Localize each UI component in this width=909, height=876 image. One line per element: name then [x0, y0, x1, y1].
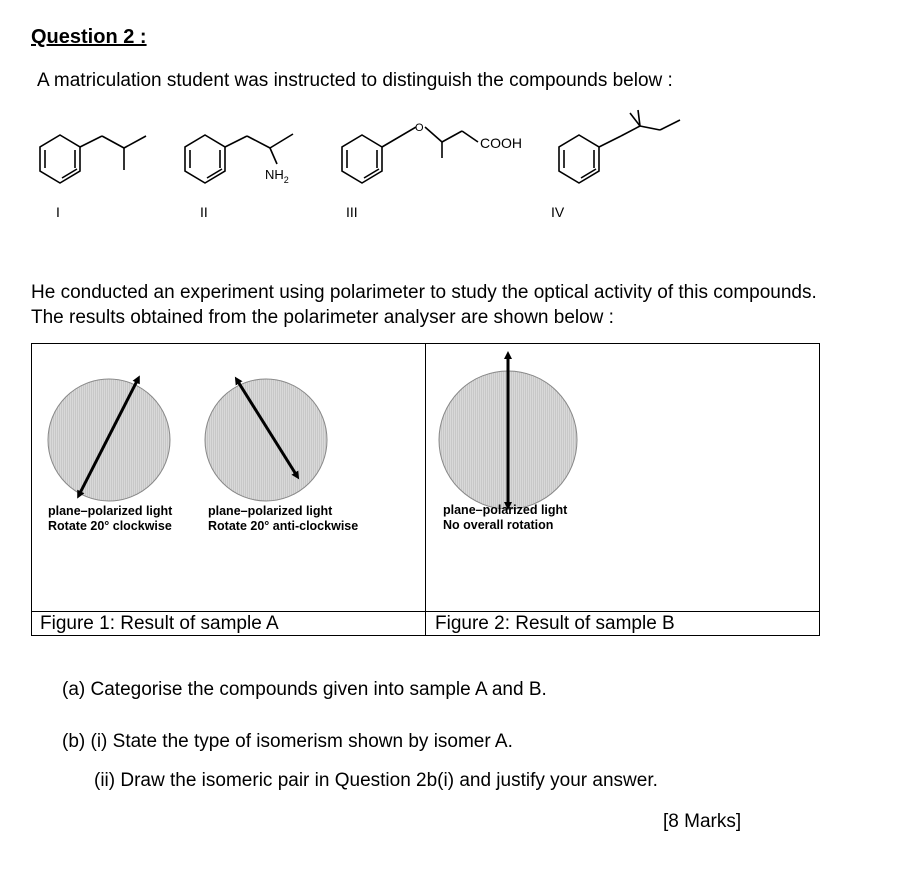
figure-2-caption: Figure 2: Result of sample B — [435, 613, 675, 634]
polarimeter-anticlockwise — [205, 379, 327, 501]
part-b-ii: (ii) Draw the isomeric pair in Question 2b(i) and justify your answer. — [94, 770, 658, 791]
marks: [8 Marks] — [663, 811, 742, 832]
fig1-right-caption — [208, 504, 358, 534]
cooh-group: COOH — [480, 135, 522, 151]
polarimeter-no-rotation — [439, 355, 577, 509]
molecule-iii — [342, 127, 478, 183]
table-divider-horizontal — [31, 611, 820, 612]
molecule-structures — [0, 100, 909, 230]
fig1-left-caption — [48, 504, 172, 534]
molecule-i — [40, 135, 146, 183]
fig1-left-line2: Rotate 20° clockwise — [48, 519, 172, 533]
intro-text: A matriculation student was instructed to distinguish the compounds below : — [37, 70, 673, 91]
fig2-caption-text — [443, 503, 567, 533]
molecule-label-ii: II — [200, 204, 208, 220]
question-title: Question 2 : — [31, 26, 147, 48]
experiment-text: He conducted an experiment using polarimeter to study the optical activity of this compounds. The results obtained from the polarimeter analyser are shown below : — [31, 282, 817, 328]
fig2-line1: plane–polarized light — [443, 503, 568, 517]
polarimeter-clockwise — [48, 379, 170, 501]
molecule-iv — [559, 110, 680, 183]
fig2-line2: No overall rotation — [443, 518, 554, 532]
fig1-right-line1: plane–polarized light — [208, 504, 333, 518]
polarimeter-diagrams — [31, 343, 820, 513]
figure-1-caption: Figure 1: Result of sample A — [40, 613, 279, 634]
part-b-i: (b) (i) State the type of isomerism shown by isomer A. — [62, 731, 513, 752]
part-a: (a) Categorise the compounds given into sample A and B. — [62, 679, 547, 700]
fig1-right-line2: Rotate 20° anti-clockwise — [208, 519, 359, 533]
molecule-label-iv: IV — [551, 204, 565, 220]
fig1-left-line1: plane–polarized light — [48, 504, 173, 518]
oxygen-atom: O — [415, 122, 424, 134]
molecule-label-i: I — [56, 204, 60, 220]
molecule-label-iii: III — [346, 204, 358, 220]
nh2-group: $NH_2$ — [265, 167, 289, 185]
